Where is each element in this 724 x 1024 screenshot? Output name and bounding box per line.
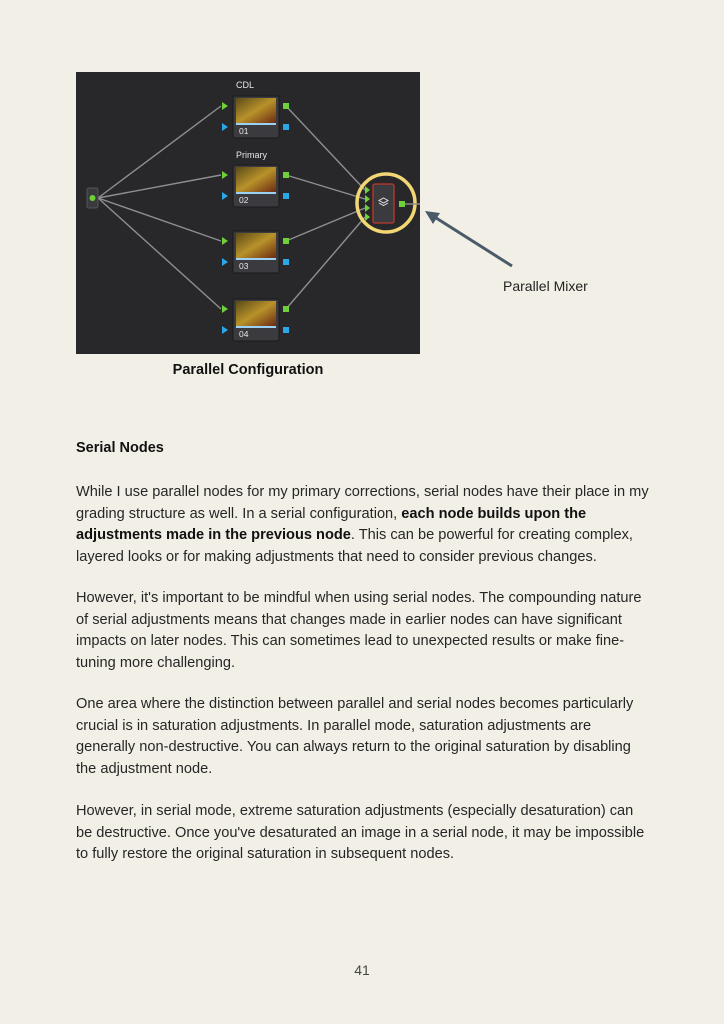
paragraph-saturation: One area where the distinction between parallel and serial nodes becomes particularly crucial is in saturation adjustments. In parallel mode, saturation adjustments are generally non-destructive. You can always return to the original saturation by disabling the adjustment node. xyxy=(76,696,634,777)
source-node[interactable] xyxy=(87,188,98,208)
corrector-node-04[interactable] xyxy=(222,299,289,341)
rgb-input-icon[interactable] xyxy=(222,102,228,110)
parallel-mixer-node[interactable] xyxy=(357,174,420,232)
node-number: 02 xyxy=(239,195,249,205)
node-number: 04 xyxy=(239,329,249,339)
paragraph-text: . This can be powerful for creating complex, layered looks or for making adjustments that need to consider previous changes. xyxy=(76,527,633,565)
paragraph-serial-intro xyxy=(76,482,652,568)
paragraph-serial-destructive: However, in serial mode, extreme saturation adjustments (especially desaturation) can be destructive. Once you've desaturated an image in a serial node, it may be impossible to fully restore the original saturation in subsequent nodes. xyxy=(76,803,645,862)
section-heading: Serial Nodes xyxy=(76,440,164,456)
node-label: CDL xyxy=(236,80,255,90)
node-number: 03 xyxy=(239,261,249,271)
node-thumbnail xyxy=(236,233,276,258)
figure-caption: Parallel Configuration xyxy=(172,362,324,378)
corrector-node-01[interactable] xyxy=(222,80,289,138)
key-output-icon[interactable] xyxy=(283,327,289,333)
node-thumbnail xyxy=(236,98,276,123)
rgb-output-icon[interactable] xyxy=(283,238,289,244)
mixer-input-icon[interactable] xyxy=(365,186,370,194)
key-input-icon[interactable] xyxy=(222,258,228,266)
arrow-head-icon xyxy=(425,211,440,224)
paragraph-text: While I use parallel nodes for my primary corrections, serial nodes have their place in my grading structure as well. In a serial configuration, xyxy=(76,484,649,522)
paragraph-mindful: However, it's important to be mindful when using serial nodes. The compounding nature of serial adjustments means that changes made in earlier nodes can have significant impacts on later nodes. This can sometimes lead to unexpected results or make fine-tuning more challenging. xyxy=(76,590,642,671)
mixer-input-icon[interactable] xyxy=(365,195,370,203)
node-number: 01 xyxy=(239,126,249,136)
node-graph-figure xyxy=(76,72,420,354)
mixer-input-icon[interactable] xyxy=(365,213,370,221)
rgb-output-icon[interactable] xyxy=(283,103,289,109)
rgb-input-icon[interactable] xyxy=(222,237,228,245)
node-label: Primary xyxy=(236,150,267,160)
node-graph xyxy=(76,72,420,354)
mixer-output-icon[interactable] xyxy=(399,201,405,207)
node-thumbnail xyxy=(236,301,276,326)
corrector-node-03[interactable] xyxy=(222,231,289,273)
key-output-icon[interactable] xyxy=(283,124,289,130)
rgb-output-icon[interactable] xyxy=(283,306,289,312)
page-number: 41 xyxy=(354,962,370,978)
key-input-icon[interactable] xyxy=(222,326,228,334)
parallel-mixer-callout: Parallel Mixer xyxy=(503,278,588,294)
rgb-input-icon[interactable] xyxy=(222,305,228,313)
key-output-icon[interactable] xyxy=(283,193,289,199)
key-input-icon[interactable] xyxy=(222,123,228,131)
key-input-icon[interactable] xyxy=(222,192,228,200)
rgb-input-icon[interactable] xyxy=(222,171,228,179)
key-output-icon[interactable] xyxy=(283,259,289,265)
emphasis-text: each node builds upon the adjustments made in the previous node xyxy=(76,505,587,543)
mixer-input-icon[interactable] xyxy=(365,204,370,212)
node-thumbnail xyxy=(236,167,276,192)
rgb-output-icon[interactable] xyxy=(283,172,289,178)
corrector-node-02[interactable] xyxy=(222,150,289,207)
connection-lines xyxy=(98,106,365,309)
